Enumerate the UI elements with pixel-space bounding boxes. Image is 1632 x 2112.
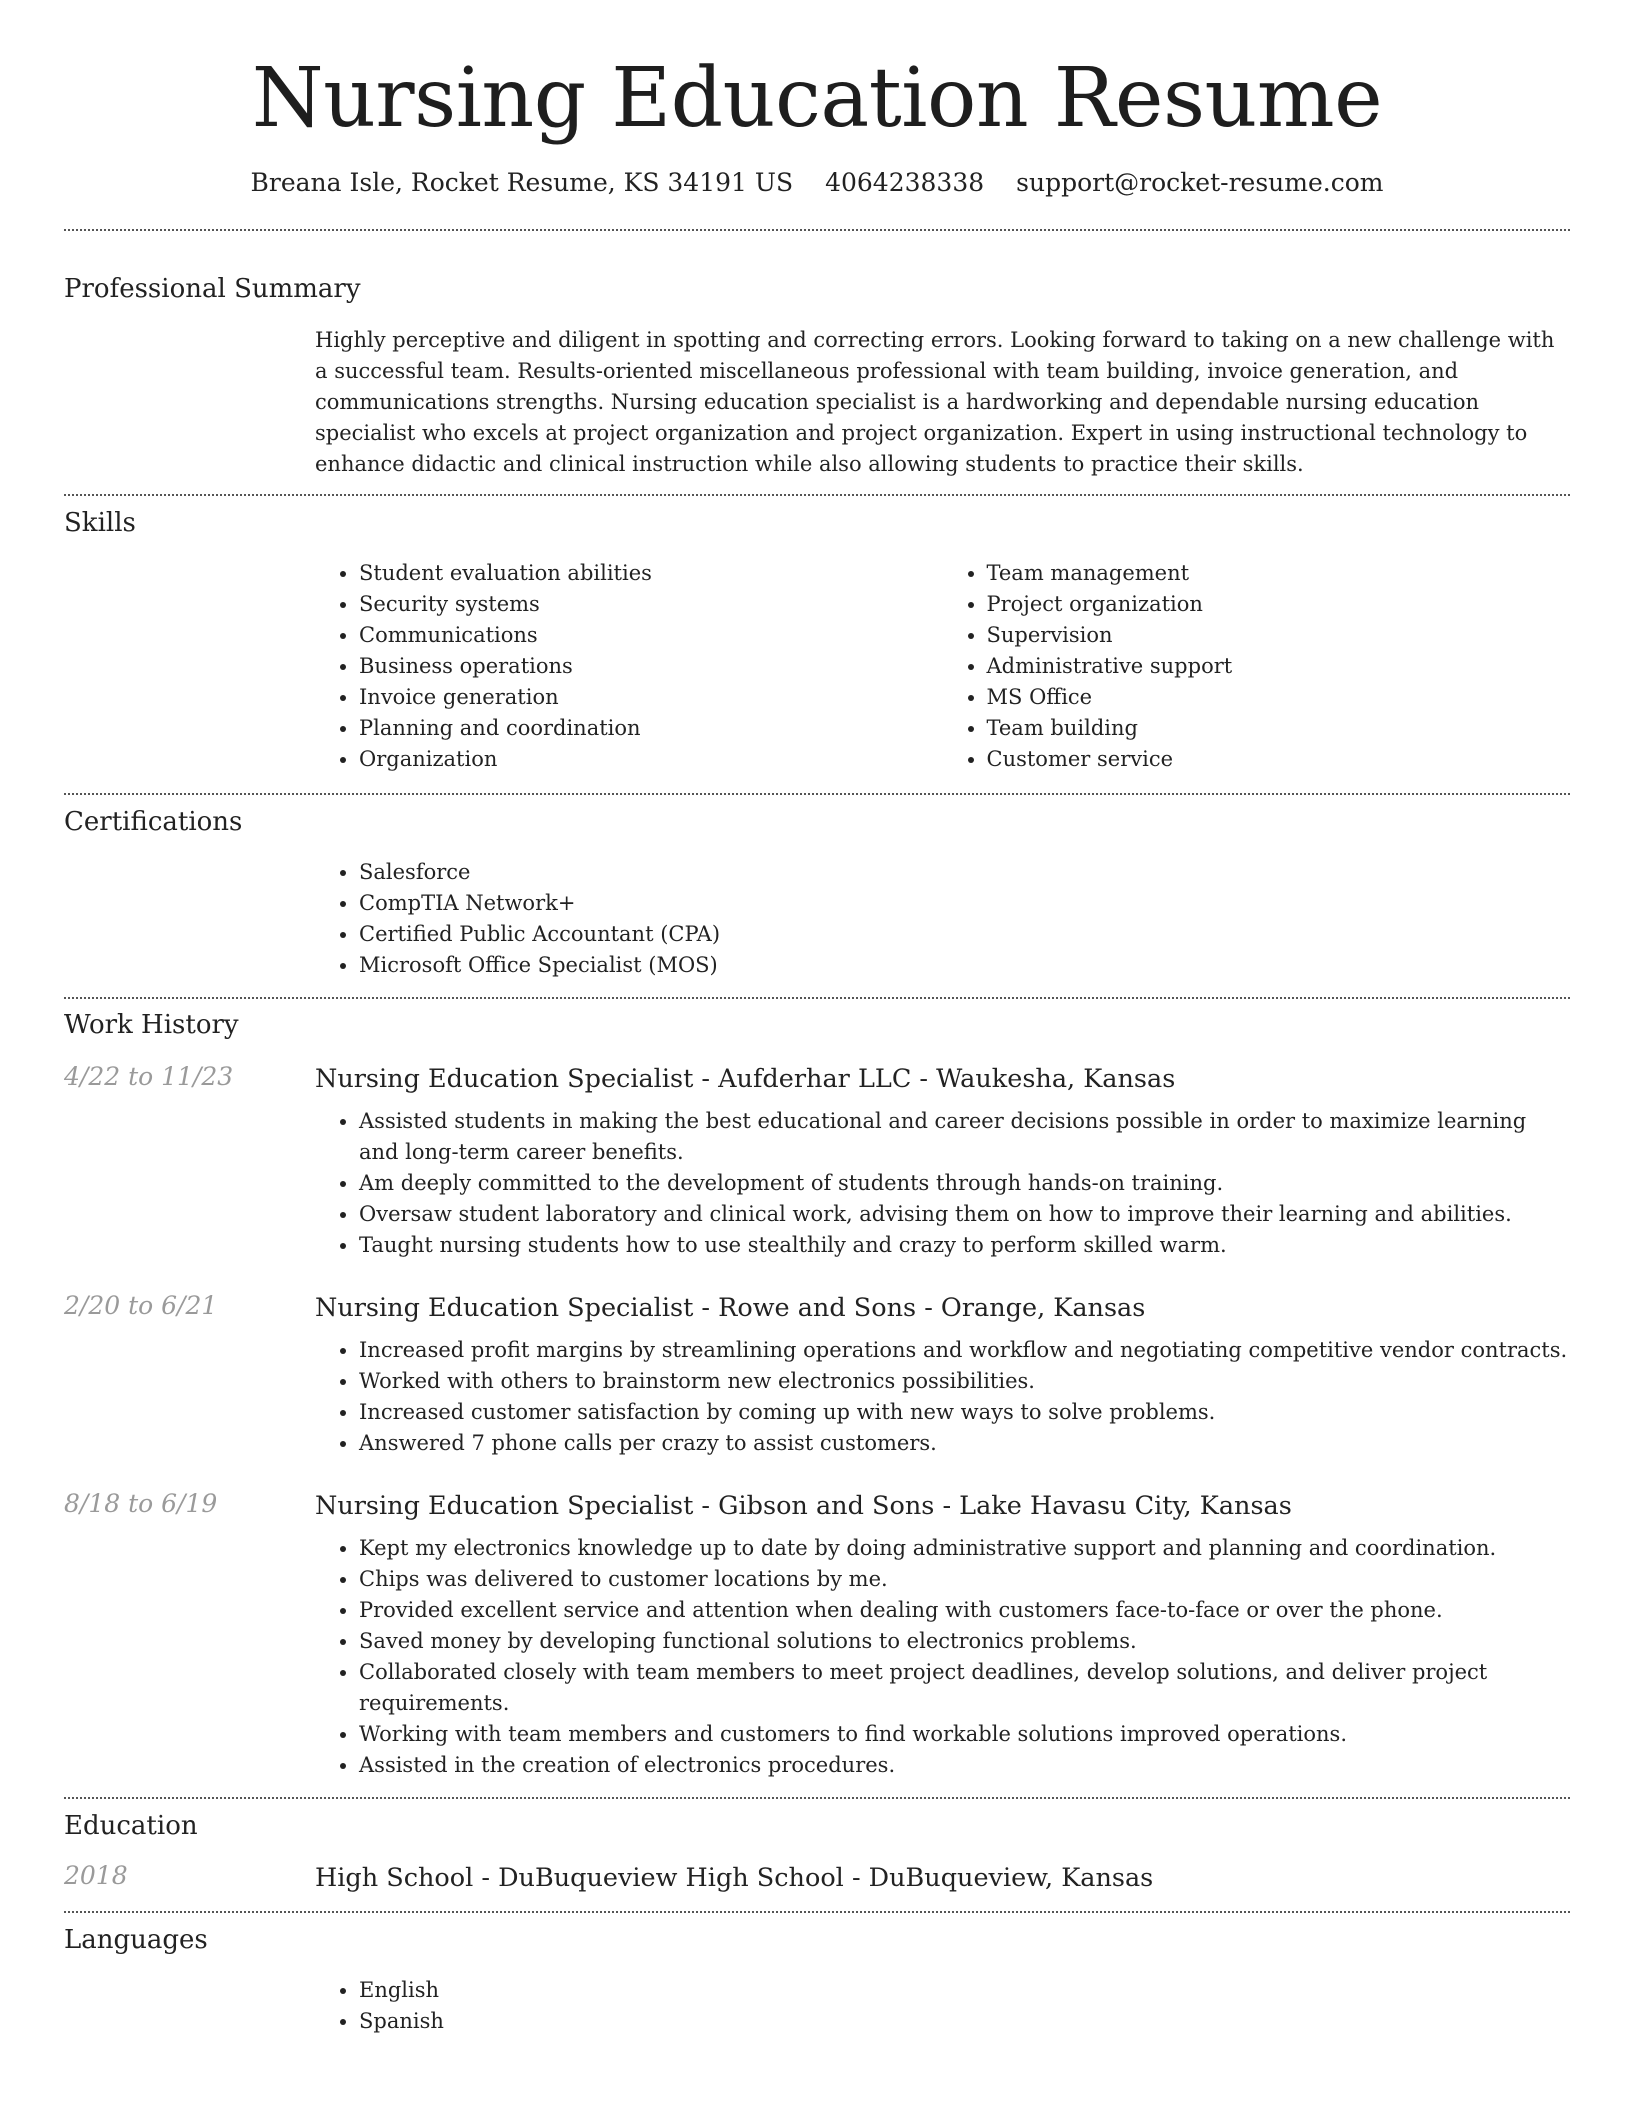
job-title: Nursing Education Specialist - Gibson and Sons - Lake Havasu City, Kansas	[315, 1491, 1292, 1522]
section-divider	[64, 793, 1570, 795]
job-bullet: • Oversaw student laboratory and clinical work, advising them on how to improve their learning and abilities.	[359, 1199, 1570, 1230]
work-history-section	[64, 1010, 1570, 1781]
skill-item: • Customer service	[987, 744, 1571, 775]
section-divider	[64, 997, 1570, 999]
job-dates: 2/20 to 6/21	[64, 1291, 218, 1321]
job-bullet: • Saved money by developing functional solutions to electronics problems.	[359, 1626, 1570, 1657]
job-list	[64, 1062, 1570, 1781]
skill-item: • Organization	[359, 744, 943, 775]
certifications-section	[64, 807, 1570, 981]
languages-section	[64, 1925, 1570, 2037]
skill-item: • Planning and coordination	[359, 713, 943, 744]
skills-heading: Skills	[64, 508, 136, 539]
certification-item: • CompTIA Network+	[359, 888, 1570, 919]
job-dates: 4/22 to 11/23	[64, 1062, 234, 1092]
summary-heading: Professional Summary	[64, 274, 361, 305]
language-item: • Spanish	[359, 2006, 1570, 2037]
education-heading: Education	[64, 1811, 198, 1842]
section-divider	[64, 229, 1570, 231]
job-bullet: • Assisted students in making the best educational and career decisions possible in order to maximize learning and long-term career benefits.	[359, 1106, 1570, 1168]
job-title: Nursing Education Specialist - Rowe and Sons - Orange, Kansas	[315, 1293, 1146, 1324]
section-divider	[64, 494, 1570, 496]
skill-item: • Student evaluation abilities	[359, 558, 943, 589]
education-year: 2018	[64, 1861, 128, 1891]
contact-phone: 4064238338	[825, 168, 985, 198]
job-entry	[64, 1291, 1570, 1459]
certification-item: • Salesforce	[359, 857, 1570, 888]
job-bullet: • Assisted in the creation of electronics procedures.	[359, 1750, 1570, 1781]
certification-item: • Microsoft Office Specialist (MOS)	[359, 950, 1570, 981]
skill-item: • Invoice generation	[359, 682, 943, 713]
certifications-body	[315, 857, 1570, 981]
skills-section	[64, 508, 1570, 775]
languages-list	[315, 1975, 1570, 2037]
skill-item: • Team management	[987, 558, 1571, 589]
job-bullet: • Collaborated closely with team members to meet project deadlines, develop solutions, and deliver project requirements.	[359, 1657, 1570, 1719]
resume-title: Nursing Education Resume	[251, 51, 1383, 146]
skill-item: • Team building	[987, 713, 1571, 744]
section-divider	[64, 1797, 1570, 1799]
job-bullets	[315, 1533, 1570, 1781]
job-bullet: • Provided excellent service and attention when dealing with customers face-to-face or over the phone.	[359, 1595, 1570, 1626]
job-bullet: • Increased customer satisfaction by coming up with new ways to solve problems.	[359, 1397, 1570, 1428]
skills-columns	[315, 558, 1570, 775]
certifications-list	[315, 857, 1570, 981]
job-dates: 8/18 to 6/19	[64, 1489, 218, 1519]
language-item: • English	[359, 1975, 1570, 2006]
resume-page	[64, 0, 1570, 2037]
skill-item: • Administrative support	[987, 651, 1571, 682]
job-entry	[64, 1062, 1570, 1261]
contact-line	[64, 168, 1570, 197]
work-history-heading: Work History	[64, 1010, 239, 1041]
languages-heading: Languages	[64, 1925, 208, 1956]
skill-item: • Security systems	[359, 589, 943, 620]
certification-item: • Certified Public Accountant (CPA)	[359, 919, 1570, 950]
summary-text: Highly perceptive and diligent in spotting and correcting errors. Looking forward to taking on a new challenge with a successful team. Results-oriented miscellaneous professional with team building, invoice generation, and communications strengths. Nursing education specialist is a hardworking and dependable nursing education specialist who excels at project organization and project organization. Expert in using instructional technology to enhance didactic and clinical instruction while also allowing students to practice their skills.	[315, 328, 1555, 477]
skill-item: • Supervision	[987, 620, 1571, 651]
job-bullet: • Answered 7 phone calls per crazy to assist customers.	[359, 1428, 1570, 1459]
job-bullet: • Am deeply committed to the development of students through hands-on training.	[359, 1168, 1570, 1199]
job-title: Nursing Education Specialist - Aufderhar LLC - Waukesha, Kansas	[315, 1064, 1176, 1095]
section-divider	[64, 1911, 1570, 1913]
education-section	[64, 1811, 1570, 1895]
education-title: High School - DuBuqueview High School - DuBuqueview, Kansas	[315, 1863, 1154, 1894]
languages-body	[315, 1975, 1570, 2037]
certifications-heading: Certifications	[64, 807, 243, 838]
job-entry	[64, 1489, 1570, 1781]
job-bullets	[315, 1106, 1570, 1261]
skill-item: • Business operations	[359, 651, 943, 682]
contact-address: Breana Isle, Rocket Resume, KS 34191 US	[250, 168, 794, 198]
job-bullet: • Kept my electronics knowledge up to date by doing administrative support and planning and coordination.	[359, 1533, 1570, 1564]
skill-item: • Communications	[359, 620, 943, 651]
job-bullet: • Worked with others to brainstorm new electronics possibilities.	[359, 1366, 1570, 1397]
job-bullet: • Taught nursing students how to use stealthily and crazy to perform skilled warm.	[359, 1230, 1570, 1261]
skill-item: • Project organization	[987, 589, 1571, 620]
skills-list-left	[315, 558, 943, 775]
skill-item: • MS Office	[987, 682, 1571, 713]
contact-email: support@rocket-resume.com	[1016, 168, 1384, 198]
job-bullets	[315, 1335, 1570, 1459]
summary-section	[64, 274, 1570, 480]
skills-list-right	[943, 558, 1571, 775]
job-bullet: • Chips was delivered to customer locations by me.	[359, 1564, 1570, 1595]
job-bullet: • Increased profit margins by streamlining operations and workflow and negotiating competitive vendor contracts.	[359, 1335, 1570, 1366]
education-entry	[64, 1861, 1570, 1895]
job-bullet: • Working with team members and customers to find workable solutions improved operations.	[359, 1719, 1570, 1750]
